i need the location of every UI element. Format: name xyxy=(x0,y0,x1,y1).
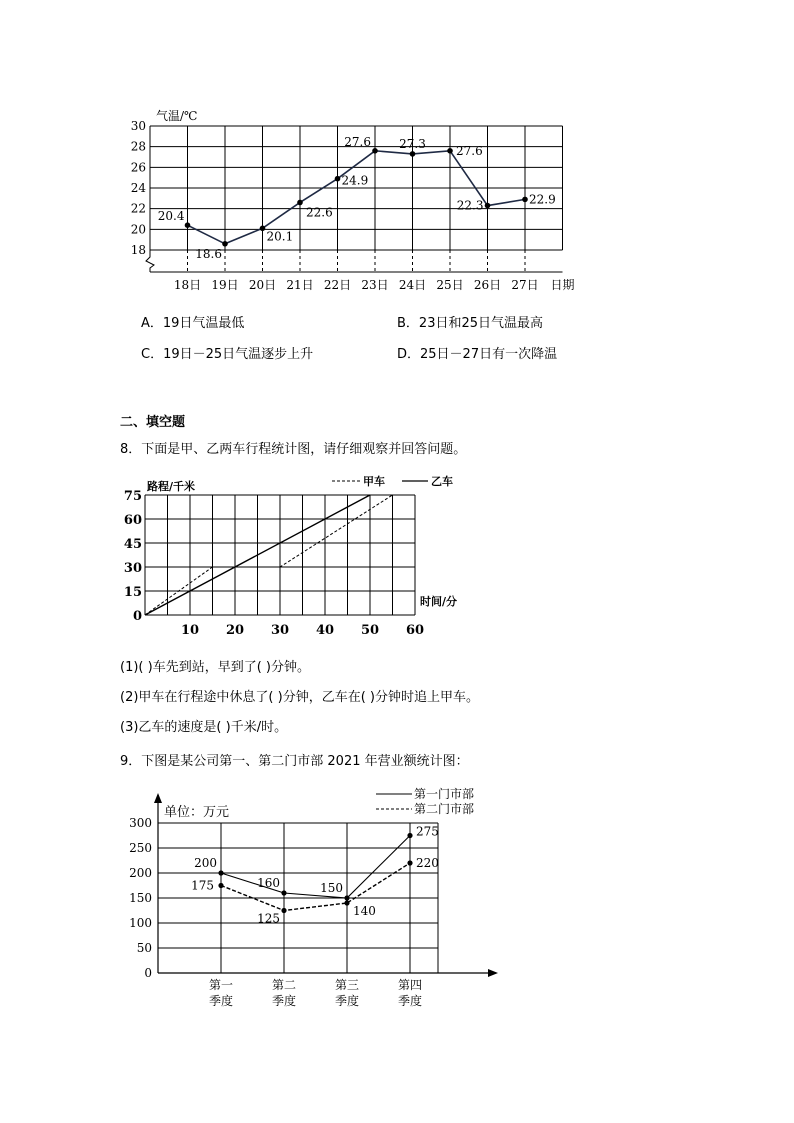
x-axis-arrow xyxy=(488,969,498,977)
axis-break xyxy=(146,250,154,272)
y-tick-label: 75 xyxy=(123,489,142,504)
data-point xyxy=(485,203,491,209)
data-label: 275 xyxy=(416,824,439,839)
series-line xyxy=(145,495,393,615)
x-tick-label: 30 xyxy=(270,623,290,638)
y-tick-label: 200 xyxy=(129,866,152,880)
data-point xyxy=(344,900,349,905)
data-label: 140 xyxy=(353,904,376,918)
q8-stem: 8．下面是甲、乙两车行程统计图，请仔细观察并回答问题。 xyxy=(120,442,467,457)
legend-label: 甲车 xyxy=(363,475,385,488)
series-line xyxy=(221,836,410,899)
x-tick-label: 第一 xyxy=(208,978,234,992)
x-tick-label: 第四 xyxy=(397,978,423,992)
x-tick-label: 24日 xyxy=(398,278,427,292)
x-tick-label: 20 xyxy=(225,623,245,638)
chart1-labels xyxy=(131,108,575,292)
data-label: 27.3 xyxy=(399,136,426,151)
y-axis-arrow xyxy=(154,793,162,803)
legend-label: 乙车 xyxy=(431,475,453,488)
data-label: 150 xyxy=(320,881,343,895)
y-tick-label: 15 xyxy=(123,585,142,600)
data-label: 27.6 xyxy=(344,134,371,149)
chart1-line xyxy=(185,148,528,247)
temperature-line xyxy=(188,151,526,244)
data-point xyxy=(297,200,303,206)
legend-label: 第一门市部 xyxy=(414,787,475,801)
data-label: 18.6 xyxy=(195,246,222,261)
unit-label: 单位：万元 xyxy=(164,805,230,820)
data-point xyxy=(407,860,412,865)
data-label: 22.6 xyxy=(306,205,333,220)
x-tick-label: 20日 xyxy=(248,278,277,292)
data-label: 220 xyxy=(416,856,439,870)
x-tick-label: 23日 xyxy=(361,278,389,292)
y-tick-label: 30 xyxy=(130,119,146,133)
data-point xyxy=(372,148,378,154)
data-label: 160 xyxy=(257,876,280,890)
data-label: 27.6 xyxy=(456,143,483,158)
y-tick-label: 100 xyxy=(129,916,152,930)
option-d[interactable]: D．25日－27日有一次降温 xyxy=(397,347,558,362)
q8-sub3: (3)乙车的速度是( )千米/时。 xyxy=(120,720,288,735)
data-point xyxy=(281,908,286,913)
x-axis-label: 日期 xyxy=(550,278,575,292)
x-tick-label: 22日 xyxy=(323,278,352,292)
temperature-line-chart xyxy=(120,100,590,300)
data-point xyxy=(222,241,228,247)
q9-stem: 9．下图是某公司第一、第二门市部 2021 年营业额统计图： xyxy=(120,754,469,769)
y-tick-label: 22 xyxy=(130,201,146,216)
chart2-lines xyxy=(145,495,393,615)
y-tick-label: 24 xyxy=(130,181,146,195)
x-tick-label: 50 xyxy=(360,623,380,638)
x-tick-label: 60 xyxy=(405,623,425,638)
data-point xyxy=(185,222,191,228)
option-a[interactable]: A．19日气温最低 xyxy=(141,316,245,331)
x-tick-label: 季度 xyxy=(271,994,297,1008)
q8-sub2: (2)甲车在行程途中休息了( )分钟，乙车在( )分钟时追上甲车。 xyxy=(120,690,479,705)
q8-sub1: (1)( )车先到站，早到了( )分钟。 xyxy=(120,660,310,675)
data-point xyxy=(260,226,266,232)
data-label: 175 xyxy=(191,878,214,893)
x-tick-label: 40 xyxy=(315,623,335,638)
y-tick-label: 0 xyxy=(144,966,152,980)
y-tick-label: 28 xyxy=(130,139,146,154)
data-point xyxy=(344,895,349,900)
data-label: 20.4 xyxy=(157,209,185,224)
data-point xyxy=(335,176,341,182)
y-tick-label: 30 xyxy=(123,561,142,576)
series-line xyxy=(221,863,410,911)
data-label: 22.9 xyxy=(529,192,556,207)
distance-time-chart xyxy=(120,470,480,640)
legend-label: 第二门市部 xyxy=(414,802,475,816)
y-tick-label: 60 xyxy=(123,513,142,528)
x-axis-label: 时间/分 xyxy=(420,595,458,608)
data-point xyxy=(410,151,416,157)
chart3-labels xyxy=(129,786,474,1008)
x-tick-label: 第三 xyxy=(334,978,360,992)
y-tick-label: 18 xyxy=(130,243,146,257)
y-tick-label: 150 xyxy=(129,891,152,905)
y-tick-label: 26 xyxy=(130,160,146,175)
section-title: 二、填空题 xyxy=(120,415,186,430)
y-tick-label: 20 xyxy=(130,222,146,237)
x-tick-label: 27日 xyxy=(511,278,539,292)
x-tick-label: 26日 xyxy=(473,278,502,292)
x-tick-label: 18日 xyxy=(173,278,202,292)
y-tick-label: 45 xyxy=(123,537,142,552)
x-tick-label: 19日 xyxy=(211,278,239,292)
x-tick-label: 季度 xyxy=(208,994,234,1008)
y-tick-label: 300 xyxy=(129,816,152,830)
data-label: 125 xyxy=(257,911,280,926)
x-tick-label: 25日 xyxy=(436,278,464,292)
y-axis-label: 气温/℃ xyxy=(156,109,198,123)
sales-line-chart xyxy=(120,785,510,1015)
data-label: 200 xyxy=(194,856,217,870)
data-point xyxy=(218,883,223,888)
y-tick-label: 50 xyxy=(136,941,152,955)
option-b[interactable]: B．23日和25日气温最高 xyxy=(397,316,544,331)
option-c[interactable]: C．19日－25日气温逐步上升 xyxy=(141,347,314,362)
data-label: 20.1 xyxy=(266,229,294,244)
x-tick-label: 第二 xyxy=(271,978,297,992)
data-label: 22.3 xyxy=(456,198,484,213)
chart2-grid xyxy=(145,481,428,615)
data-label: 24.9 xyxy=(341,173,369,188)
data-point xyxy=(281,890,286,895)
data-point xyxy=(407,833,412,838)
data-point xyxy=(447,148,453,154)
data-point xyxy=(218,870,223,875)
y-axis-label: 路程/千米 xyxy=(147,480,196,493)
y-tick-label: 250 xyxy=(129,841,152,855)
x-tick-label: 季度 xyxy=(397,994,423,1008)
chart2-labels xyxy=(124,474,457,638)
x-tick-label: 21日 xyxy=(286,278,314,292)
y-tick-label: 0 xyxy=(132,609,142,624)
x-tick-label: 10 xyxy=(180,623,200,638)
x-tick-label: 季度 xyxy=(334,994,360,1008)
data-point xyxy=(522,197,528,203)
